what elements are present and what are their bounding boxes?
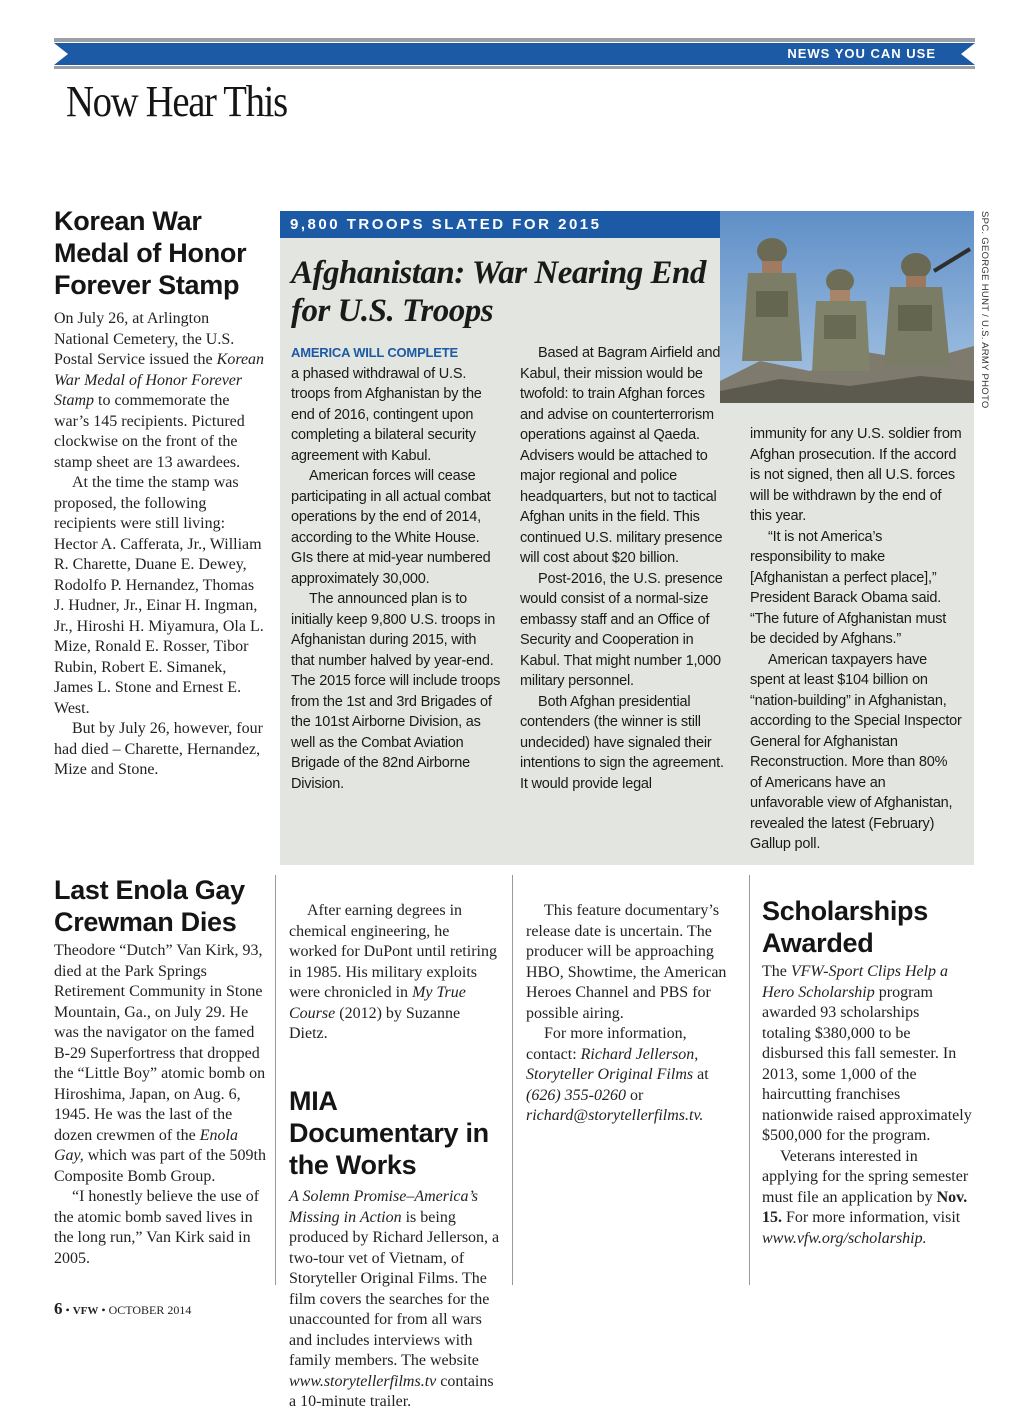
page-footer	[54, 1299, 191, 1319]
scholarship-text: Veterans interested in applying for the spring semester must file an application by	[762, 1147, 969, 1206]
scholarship-website-link[interactable]: www.vfw.org/scholarship.	[762, 1229, 927, 1247]
stamp-paragraph-3: But by July 26, however, four had died – Charette, Hernandez, Mize and Stone.	[54, 720, 263, 778]
mia-headline: MIA Documentary in the Works	[289, 1086, 489, 1180]
magazine-name: VFW	[72, 1305, 99, 1317]
photo-credit-text: SPC. GEORGE HUNT / U.S. ARMY PHOTO	[979, 211, 990, 409]
column-rule	[512, 875, 513, 1285]
enola-aircraft-italic: Enola Gay,	[54, 1126, 238, 1164]
column-rule	[749, 875, 750, 1285]
afghanistan-c3-p3: American taxpayers have spent at least $104 billion on “nation-building” in Afghanistan, according to the Special Inspector General for Afghanistan Reconstruction. More than 80% of Americans have an unfavorable view of Afghanistan, revealed the latest (February) Gallup poll.	[750, 651, 962, 852]
afghanistan-column-3	[750, 424, 962, 855]
afghanistan-c2-p3: Both Afghan presidential contenders (the winner is still undecided) have signaled their intentions to sign the agreement. It would provide legal	[520, 693, 724, 792]
enola-text: After earning degrees in chemical engineering, he worked for DuPont until retiring in 1985. His military exploits were chronicled in	[289, 902, 497, 1001]
afghanistan-c3-p2: “It is not America’s responsibility to make [Afghanistan a perfect place],” President Barack Obama said. “The future of Afghanistan must be decided by Afghans.”	[750, 528, 947, 647]
mia-phone: (626) 355-0260	[526, 1086, 626, 1104]
scholarship-paragraph-2	[762, 1147, 972, 1250]
footer-bullet: •	[65, 1303, 73, 1317]
afghanistan-kicker: 9,800 TROOPS SLATED FOR 2015	[280, 211, 720, 238]
enola-paragraph-2: “I honestly believe the use of the atomic bomb saved lives in the long run,” Van Kirk said in 2005.	[54, 1188, 260, 1267]
mia-article-part-2	[526, 901, 740, 1127]
scholarship-paragraph-1	[762, 962, 972, 1147]
stamp-paragraph-1	[54, 309, 266, 473]
afghanistan-title: Afghanistan: War Nearing End for U.S. Troops	[291, 255, 706, 329]
soldiers-photo	[720, 211, 974, 403]
enola-book-italic: My True Course	[289, 984, 466, 1022]
enola-text: (2012) by Suzanne Dietz.	[289, 1004, 461, 1042]
mia-paragraph-3	[526, 1024, 740, 1127]
scholarship-name-italic: VFW-Sport Clips Help a Hero Scholarship	[762, 963, 949, 1001]
afghanistan-c2-p2: Post-2016, the U.S. presence would consist of a normal-size embassy staff and an Office of Security and Cooperation in Kabul. That might number 1,000 military personnel.	[520, 570, 723, 689]
afghanistan-c3-p1: immunity for any U.S. soldier from Afghan prosecution. If the accord is not signed, then all U.S. forces will be withdrawn by the end of this year.	[750, 426, 962, 524]
stamp-paragraph-2: At the time the stamp was proposed, the following recipients were still living: Hector A. Cafferata, Jr., William R. Charette, Duane E. Dewey, Rodolfo P. Hernandez, Thomas J. Hudner, Jr., Einar H. Ingman, Jr., Hiroshi H. Miyamura, Ola L. Mize, Ronald E. Rosser, Tibor Rubin, Robert E. Simanek, James L. Stone and Ernest E. West.	[54, 474, 264, 717]
afghanistan-column-1	[291, 343, 503, 794]
mia-paragraph-2: This feature documentary’s release date is uncertain. The producer will be approaching HBO, Showtime, the American Heroes Channel and PBS for possible airing.	[526, 902, 727, 1022]
enola-text: Theodore “Dutch” Van Kirk, 93, died at the Park Springs Retirement Community in Stone Mountain, Ga., on July 29. He was the navigator on the famed B-29 Superfortress that dropped the “Little Boy” atomic bomb on Hiroshima, Japan, on Aug. 6, 1945. He was the last of the dozen crewmen of the	[54, 942, 266, 1144]
banner-bottom-rule	[54, 66, 975, 69]
mia-contact-italic: Richard Jellerson, Storyteller Original Films	[526, 1045, 699, 1083]
scholarship-deadline: Nov. 15.	[762, 1188, 968, 1226]
afghanistan-c1-p2: American forces will cease participating in all actual combat operations by the end of 2014, according to the White House. GIs there at mid-year numbered approximately 30,000.	[291, 468, 491, 587]
mia-text: contains a 10-minute trailer.	[289, 1372, 494, 1410]
enola-article-part-1	[54, 941, 268, 1269]
stamp-title-italic: Korean War Medal of Honor Forever Stamp	[54, 351, 265, 409]
mia-text: For more information, contact:	[526, 1025, 687, 1063]
afghanistan-c2-p1: Based at Bagram Airfield and Kabul, their mission would be twofold: to train Afghan forces and advise on counterterrorism operations against al Qaeda. Advisers would be attached to major regional and police headquarters, but not to tactical Afghan units in the field. This continued U.S. military presence will cost about $20 billion.	[520, 345, 723, 566]
soldiers-photo-image	[720, 211, 974, 403]
banner-label: NEWS YOU CAN USE	[787, 46, 936, 61]
scholarship-text: For more information, visit	[782, 1209, 961, 1226]
banner-top-rule	[54, 38, 975, 42]
stamp-text: to commemorate the war’s 145 recipients. Pictured clockwise on the front of the stamp sheet are 13 awardees.	[54, 392, 245, 471]
mia-website-link[interactable]: www.storytellerfilms.tv	[289, 1372, 437, 1390]
mia-email-link[interactable]: richard@storytellerfilms.tv.	[526, 1107, 704, 1124]
stamp-article	[54, 309, 266, 781]
enola-text: which was part of the 509th Composite Bomb Group.	[54, 1147, 266, 1185]
footer-bullet: •	[101, 1303, 109, 1317]
scholarship-text: program awarded 93 scholarships totaling $380,000 to be disbursed this fall semester. In 2013, some 1,000 of the haircutting franchises nationwide raised approximately $500,000 for the program.	[762, 983, 972, 1144]
photo-credit	[976, 211, 992, 409]
stamp-headline: Korean War Medal of Honor Forever Stamp	[54, 206, 247, 300]
enola-headline: Last Enola Gay Crewman Dies	[54, 875, 245, 937]
page-title: Now Hear This	[66, 77, 287, 126]
column-rule	[275, 875, 276, 1285]
scholarship-text: The	[762, 963, 791, 980]
enola-article-part-2	[289, 901, 501, 1045]
scholarship-headline: Scholarships Awarded	[762, 896, 928, 958]
banner-notch-left	[54, 43, 68, 65]
stamp-text: On July 26, at Arlington National Cemetery, the U.S. Postal Service issued the	[54, 310, 235, 368]
enola-paragraph-1	[54, 941, 268, 1187]
mia-text: is being produced by Richard Jellerson, a two-tour vet of Vietnam, of Storyteller Original Films. The film covers the searches for the unaccounted for from all wars and includes interviews with family members. The website	[289, 1208, 500, 1369]
afghanistan-text: a phased withdrawal of U.S. troops from Afghanistan by the end of 2016, contingent upon completing a bilateral security agreement with Kabul.	[291, 365, 482, 464]
mia-paragraph-1	[289, 1187, 501, 1413]
issue-date: OCTOBER 2014	[108, 1303, 192, 1317]
afghanistan-c1-p3: The announced plan is to initially keep 9,800 U.S. troops in Afghanistan during 2015, with that number halved by year-end. The 2015 force will include troops from the 1st and 3rd Brigades of the 101st Airborne Division, as well as the Combat Aviation Brigade of the 82nd Airborne Division.	[291, 591, 501, 792]
scholarship-article	[762, 962, 972, 1249]
mia-text: at	[693, 1066, 709, 1083]
afghanistan-lead-in: AMERICA WILL COMPLETE	[291, 345, 458, 360]
afghanistan-c1-p1	[291, 343, 503, 466]
page-number: 6	[54, 1299, 63, 1318]
afghanistan-column-2	[520, 343, 732, 794]
enola-paragraph-3	[289, 901, 501, 1045]
mia-text: or	[625, 1086, 644, 1104]
banner-notch-right	[961, 43, 975, 65]
mia-article-part-1	[289, 1187, 501, 1413]
mia-film-title-italic: A Solemn Promise–America’s Missing in Action	[289, 1188, 479, 1226]
